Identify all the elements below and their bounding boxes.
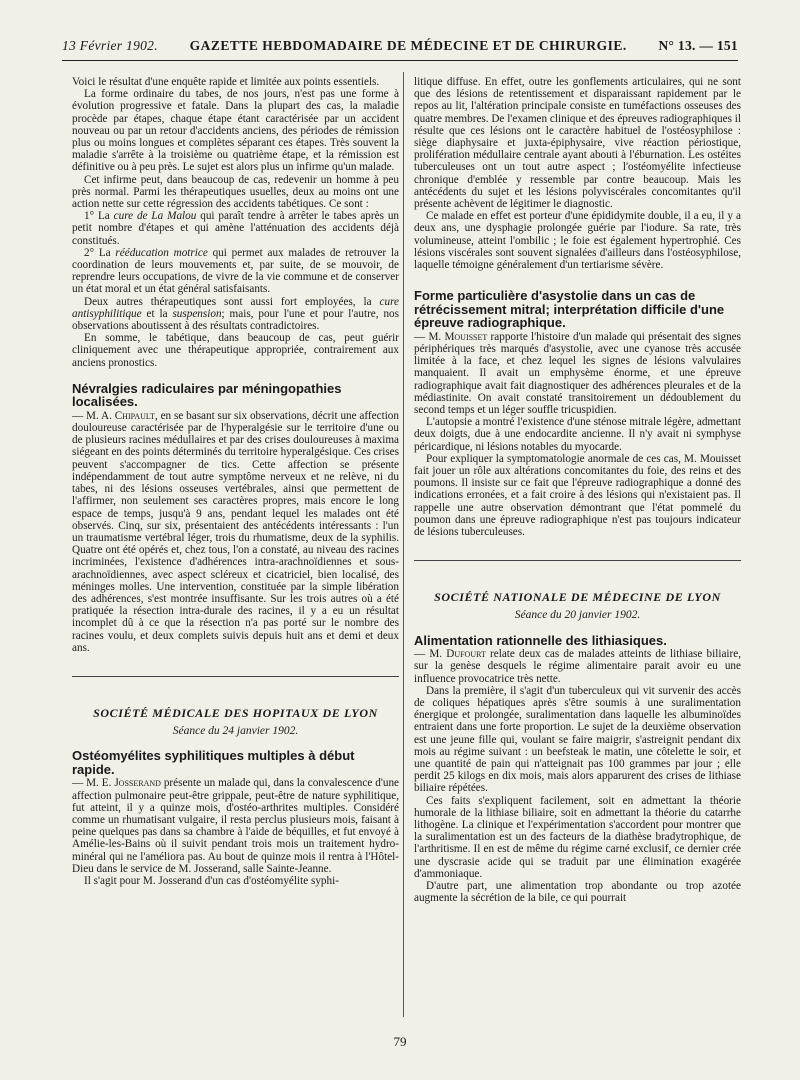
column-divider [403, 72, 404, 1017]
paragraph: Voici le résultat d'une enquête rapide et limitée aux points essentiels. [72, 76, 380, 88]
page-number: 79 [393, 1034, 407, 1049]
paragraph: La forme ordinaire du tabes, de nos jours, n'est pas une forme à évolution progressive et fatale. Dans la plupart des cas, la maladie procède par étapes, chaque étape étant caractérisée par un accident nouveau ou par un retour d'accidents anciens, des périodes de rémission plus ou moins longues et complètes séparant ces étapes. Très souvent la maladie s'arrête à la troisième ou quatrième étape, et la rémission est définitive ou à peu près. Le sujet est alors plus un infirme qu'un malade. [72, 88, 399, 174]
section-separator [72, 676, 399, 677]
paragraph: L'autopsie a montré l'existence d'une sténose mitrale légère, admettant deux doigts, due à une endocardite ancienne. Il n'y avait ni symphyse péricardique, ni lésions notables du myocarde. [414, 416, 741, 453]
society-heading: SOCIÉTÉ MÉDICALE DES HOPITAUX DE LYON [93, 705, 378, 720]
paragraph: Ce malade en effet est porteur d'une épididymite double, il a eu, il y a deux ans, une dysphagie prolongée guérie par l'iodure. Sa rate, très volumineuse, atteint l'ombilic ; le foie est également hypertrophié. Ces lésions viscérales sont souvent signalées d'ailleurs dans l'ostéosyphilose, laquelle témoigne généralement d'un tertiarisme sévère. [414, 210, 741, 272]
paragraph: Pour expliquer la symptomatologie anormale de ces cas, M. Mouisset fait jouer un rôle aux altérations concomitantes du foie, des reins et des poumons. Il insiste sur ce fait que l'épreuve radiographique a donné des indications erronées, et a fait croire à des lésions qui n'existaient pas. Il rappelle une autre observation démontrant que l'état pommelé du poumon dans une épreuve radiographique n'est pas toujours indicateur de lésions tuberculeuses. [414, 452, 741, 538]
article-body: — M. E. Josserand présente un malade qui, dans la convalescence d'une affection pulmonaire peut-être grippale, peut-être de nature syphilitique, fut atteint, il y a quinze mois, d'ostéo-arthrites multiples. Considéré comme un rhumatisant vulgaire, il resta perclus plusieurs mois, faisant à peine quelques pas dans sa chambre à l'aide de béquilles, et fut envoyé à Amélie-les-Bains où il suivit pendant trois mois un traitement hydro-minéral qui ne l'améliora pas. Au bout de quinze mois il rentra à l'Hôtel-Dieu dans le service de M. Josserand, salle Sainte-Jeanne. [72, 777, 400, 875]
article-title-osteomyelites: Ostéomyélites syphilitiques multiples à début rapide. [72, 748, 355, 777]
left-column [72, 76, 399, 887]
author-name: Mouisset [444, 330, 488, 343]
article-title-nevralgies: Névralgies radiculaires par méningopathies localisées. [72, 380, 342, 410]
section-separator [414, 560, 741, 561]
article-body: — M. Mouisset rapporte l'histoire d'un malade qui présentait des signes périphériques très marqués d'asystolie, avec une cyanose très accusée limitée à la face, et chez lequel les signes de lésions valvulaires manquaient. Il avait un emphysème énorme, et une épreuve radiographique avait fait diagnostiquer des adhérences pleurales et de la médiastinite. On avait constaté transitoirement un dédoublement du second temps et un léger souffle tricuspidien. [414, 330, 741, 416]
paragraph: Il s'agit pour M. Josserand d'un cas d'ostéomyélite syphi- [84, 874, 339, 887]
paragraph: litique diffuse. En effet, outre les gonflements articulaires, qui ne sont que des lésions de retentissement et disparaissant rapidement par le repos au lit, l'altération principale consiste en tuméfactions osseuses des quatre membres. De l'examen clinique et des épreuves radiographiques il résulte que ces lésions ont le caractère habituel de l'ostéosyphilose : siège diaphysaire et juxta-épiphysaire, vive réaction périostique, prolifération médullaire centrale ayant abouti à l'éburnation. Les ostéites tuberculeuses ont un tout autre aspect ; l'ostéomyélite infectieuse chronique d'emblée y ressemble par contre beaucoup. Mais les antécédents du sujet et les lésions polyviscérales concomitantes qu'il présente achèvent de légitimer le diagnostic. [414, 76, 741, 211]
paragraph: Dans la première, il s'agit d'un tuberculeux qui vit survenir des accès de coliques hépatiques après s'être soumis à une suralimentation énergique et prolongée, suralimentation dans laquelle les albuminoïdes entraient dans une forte proportion. Le sujet de la deuxième observation est une jeune fille qui, voulant se faire maigrir, s'astreignit pendant dix mois au régime suivant : un beefsteak le matin, une côtelette le soir, et une quantité de pain qui n'atteignait pas 100 grammes par jour ; elle perdit 25 kilogs en dix mois, mais alors apparurent des crises de lithiase biliaire répétées. [414, 684, 741, 795]
author-name: Chipault [114, 409, 155, 422]
author-name: Dufourt [446, 648, 486, 661]
article-title-asystolie: Forme particulière d'asystolie dans un cas de rétrécissement mitral; interprétation difficile d'une épreuve radiographique. [414, 288, 725, 331]
paragraph: D'autre part, une alimentation trop abondante ou trop azotée augmente la sécrétion de la bile, ce qui pourrait [414, 879, 741, 905]
paragraph: En somme, le tabétique, dans beaucoup de cas, peut guérir cliniquement avec une thérapeutique appropriée, contrairement aux anciens pronostics. [72, 332, 399, 369]
article-title-lithiasiques: Alimentation rationnelle des lithiasiques. [414, 632, 667, 648]
right-column [414, 76, 741, 904]
session-date: Séance du 24 janvier 1902. [172, 725, 299, 738]
session-date: Séance du 20 janvier 1902. [514, 609, 641, 622]
paragraph: Ces faits s'expliquent facilement, soit en admettant la théorie humorale de la lithiase biliaire, soit en admettant la théorie du catarrhe lithogène. La clinique et l'expérimentation s'accordent pour montrer que la suralimentation est un des facteurs de la diathèse bradytrophique, de l'arthritisme. Il en est de même du régime carné exclusif, ce dernier crée une dyscrasie acide qui se traduit par une élimination exagérée d'ammoniaque. [414, 794, 741, 880]
header-issue-page: N° 13. — 151 [658, 38, 738, 53]
paragraph: Deux autres thérapeutiques sont aussi fort employées, la cure antisyphilitique et la suspension; mais, pour l'une et pour l'autre, nos observations aboutissent à des résultats contradictoires. [72, 295, 399, 333]
header-journal-title: GAZETTE HEBDOMADAIRE DE MÉDECINE ET DE CHIRURGIE. [189, 38, 627, 53]
running-header [62, 38, 738, 61]
article-body: — M. A. Chipault, en se basant sur six observations, décrit une affection douloureuse caractérisée par de l'hyperalgésie sur le territoire d'une ou de plusieurs racines médullaires et par des crises douloureuses à maxima siégeant en des points déterminés du territoire hyperalgésique. Ces crises peuvent s'accompagner de tics. Cette affection se présente indépendamment de tout autre symptôme nerveux et ne relève, ni du tabes, ni des lésions osseuses vertébrales, ainsi que permettent de l'affirmer, non seulement ses caractères propres, mais encore le long espace de temps, jusqu'à 9 ans, pendant lequel les malades ont été observés. Cinq, sur six, présentaient des antécédents intéressants : l'un un traumatisme vertébral léger, trois du rhumatisme, deux de la syphilis. Quatre ont été opérés et, chez tous, l'on a constaté, au niveau des racines incriminées, l'existence d'adhérences intra-arachnoïdiennes et sous-arachnoïdiennes, avec aspect scléreux et cicatriciel, bien localisé, des méninges molles. Une intervention, constituée par la simple libération des adhérences, s'est montrée insuffisante. Sur les trois autres où a été pratiquée la résection intra-durale des racines, il y a eu un résultat incomplet dû à ce que la résection n'a pas porté sur le nombre des racines voulu, et deux complets suivis depuis huit ans et demi et deux ans. [72, 409, 399, 654]
paragraph: Cet infirme peut, dans beaucoup de cas, redevenir un homme à peu près normal. Parmi les thérapeutiques usuelles, deux au moins ont une action nette sur cette régression des accidents tabétiques. Ce sont : [72, 173, 399, 211]
paragraph: 2° La rééducation motrice qui permet aux malades de retrouver la coordination de leurs mouvements et, par suite, de se mouvoir, de reprendre leurs occupations, de vivre de la vie commune et de conserver un état moral et un état général satisfaisants. [72, 246, 399, 296]
paragraph: 1° La cure de La Malou qui paraît tendre à arrêter le tabes après un petit nombre d'étapes et qui amène l'atténuation des accidents déjà constitués. [72, 210, 400, 247]
society-heading: SOCIÉTÉ NATIONALE DE MÉDECINE DE LYON [434, 590, 721, 605]
author-name: Josserand [114, 777, 161, 790]
article-body: — M. Dufourt relate deux cas de malades atteints de lithiase biliaire, sur la genèse desquels le régime alimentaire parait avoir eu une influence provocatrice très nette. [414, 648, 741, 685]
header-date: 13 Février 1902. [62, 38, 158, 53]
